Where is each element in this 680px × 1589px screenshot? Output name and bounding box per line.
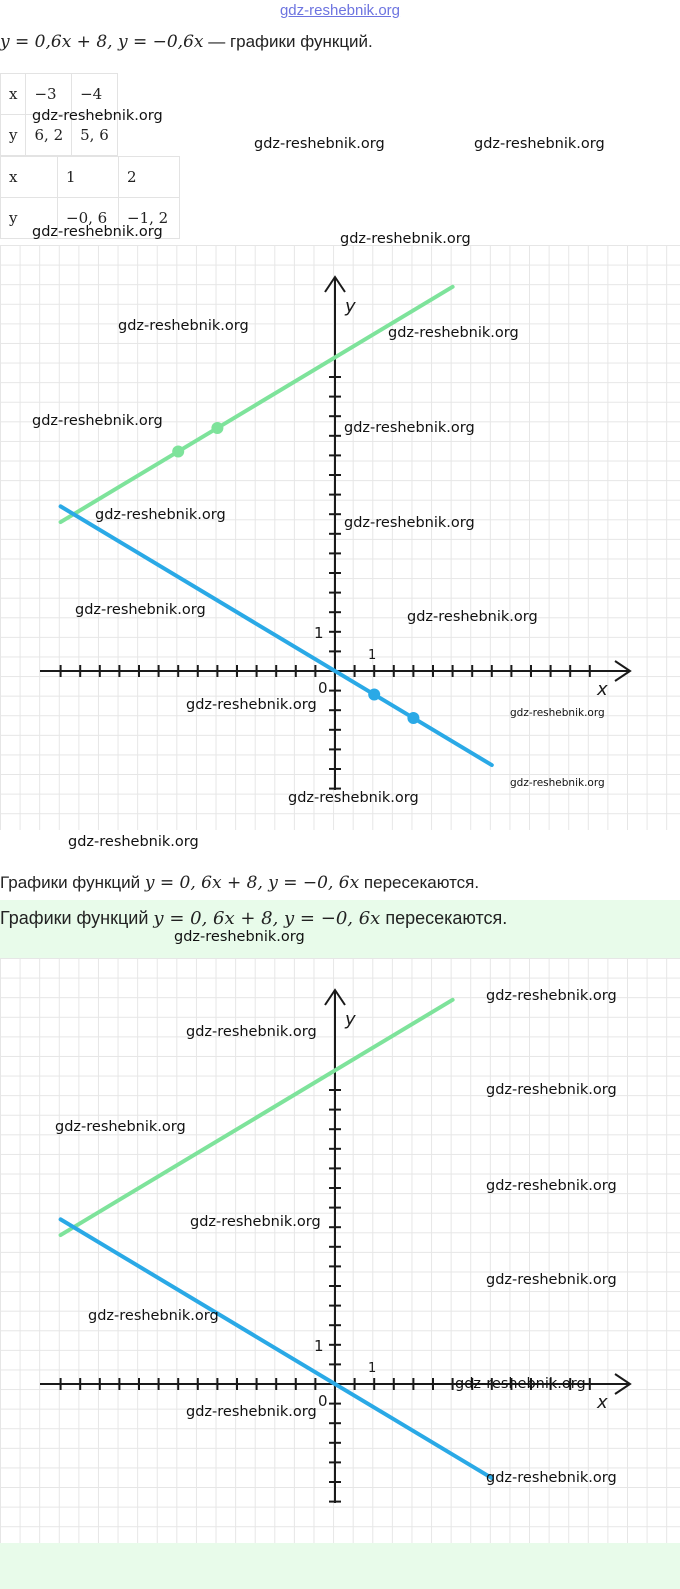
watermark: gdz-reshebnik.org [88, 1308, 219, 1324]
watermark: gdz-reshebnik.org [32, 224, 163, 240]
y-axis-label: y [345, 1009, 356, 1030]
function-line [61, 1219, 492, 1478]
table-head-cell: x [1, 74, 26, 115]
watermark: gdz-reshebnik.org [486, 1082, 617, 1098]
conclusion-line [0, 873, 479, 893]
watermark: gdz-reshebnik.org [186, 1024, 317, 1040]
watermark: gdz-reshebnik.org [288, 790, 419, 806]
site-header-link[interactable]: gdz-reshebnik.org [279, 2, 401, 19]
answer-conclusion-line [0, 908, 507, 929]
graph-2 [0, 958, 680, 1543]
origin-label: 0 [318, 1392, 328, 1410]
watermark: gdz-reshebnik.org [118, 318, 249, 334]
watermark: gdz-reshebnik.org [68, 834, 199, 850]
answer-conclusion-prefix: Графики функций [0, 908, 149, 928]
table-cell: −0, 6 [58, 198, 119, 239]
function-line [61, 506, 492, 765]
watermark: gdz-reshebnik.org [254, 136, 385, 152]
table-cell: −3 [26, 74, 72, 115]
watermark: gdz-reshebnik.org [388, 325, 519, 341]
watermark: gdz-reshebnik.org [340, 231, 471, 247]
table-head-cell: y [1, 115, 26, 156]
watermark: gdz-reshebnik.org [510, 707, 605, 719]
watermark: gdz-reshebnik.org [474, 136, 605, 152]
conclusion-prefix: Графики функций [0, 873, 141, 892]
y-axis-label: y [345, 296, 356, 317]
intro-text: — графики функций. [208, 32, 373, 51]
watermark: gdz-reshebnik.org [75, 602, 206, 618]
watermark: gdz-reshebnik.org [407, 609, 538, 625]
watermark: gdz-reshebnik.org [95, 507, 226, 523]
table-cell: −1, 2 [119, 198, 180, 239]
data-point [407, 712, 419, 724]
y-unit-label: 1 [314, 1336, 324, 1355]
table-cell: −4 [72, 74, 118, 115]
watermark: gdz-reshebnik.org [486, 988, 617, 1004]
watermark: gdz-reshebnik.org [486, 1178, 617, 1194]
watermark: gdz-reshebnik.org [32, 413, 163, 429]
data-point [211, 422, 223, 434]
conclusion-equation: y = 0, 6x + 8, y = −0, 6x [144, 873, 360, 893]
watermark: gdz-reshebnik.org [486, 1272, 617, 1288]
graph-2-area [0, 958, 680, 1543]
table-head-cell: x [1, 157, 58, 198]
watermark: gdz-reshebnik.org [510, 777, 605, 789]
answer-conclusion-equation: y = 0, 6x + 8, y = −0, 6x [153, 908, 381, 929]
watermark: gdz-reshebnik.org [174, 929, 305, 945]
watermark: gdz-reshebnik.org [486, 1470, 617, 1486]
table-cell: 6, 2 [26, 115, 72, 156]
data-point [368, 689, 380, 701]
x-axis-label: x [597, 679, 608, 700]
data-point [172, 445, 184, 457]
table-head-cell: y [1, 198, 58, 239]
watermark: gdz-reshebnik.org [344, 515, 475, 531]
watermark: gdz-reshebnik.org [32, 108, 163, 124]
table-cell: 2 [119, 157, 180, 198]
table-cell: 5, 6 [72, 115, 118, 156]
x-unit-label: 1 [368, 1361, 377, 1376]
answer-conclusion-suffix: пересекаются. [385, 908, 508, 928]
watermark: gdz-reshebnik.org [455, 1376, 586, 1392]
intro-equation: y = 0,6x + 8, y = −0,6x [0, 32, 204, 52]
x-unit-label: 1 [368, 648, 377, 663]
y-unit-label: 1 [314, 623, 324, 642]
conclusion-suffix: пересекаются. [363, 873, 480, 892]
watermark: gdz-reshebnik.org [55, 1119, 186, 1135]
table-cell: 1 [58, 157, 119, 198]
graph-1 [0, 245, 680, 830]
watermark: gdz-reshebnik.org [190, 1214, 321, 1230]
watermark: gdz-reshebnik.org [186, 697, 317, 713]
origin-label: 0 [318, 679, 328, 697]
watermark: gdz-reshebnik.org [186, 1404, 317, 1420]
x-axis-label: x [597, 1392, 608, 1413]
table-row [1, 157, 180, 198]
intro-line [0, 32, 373, 52]
graph-1-area [0, 245, 680, 830]
watermark: gdz-reshebnik.org [344, 420, 475, 436]
